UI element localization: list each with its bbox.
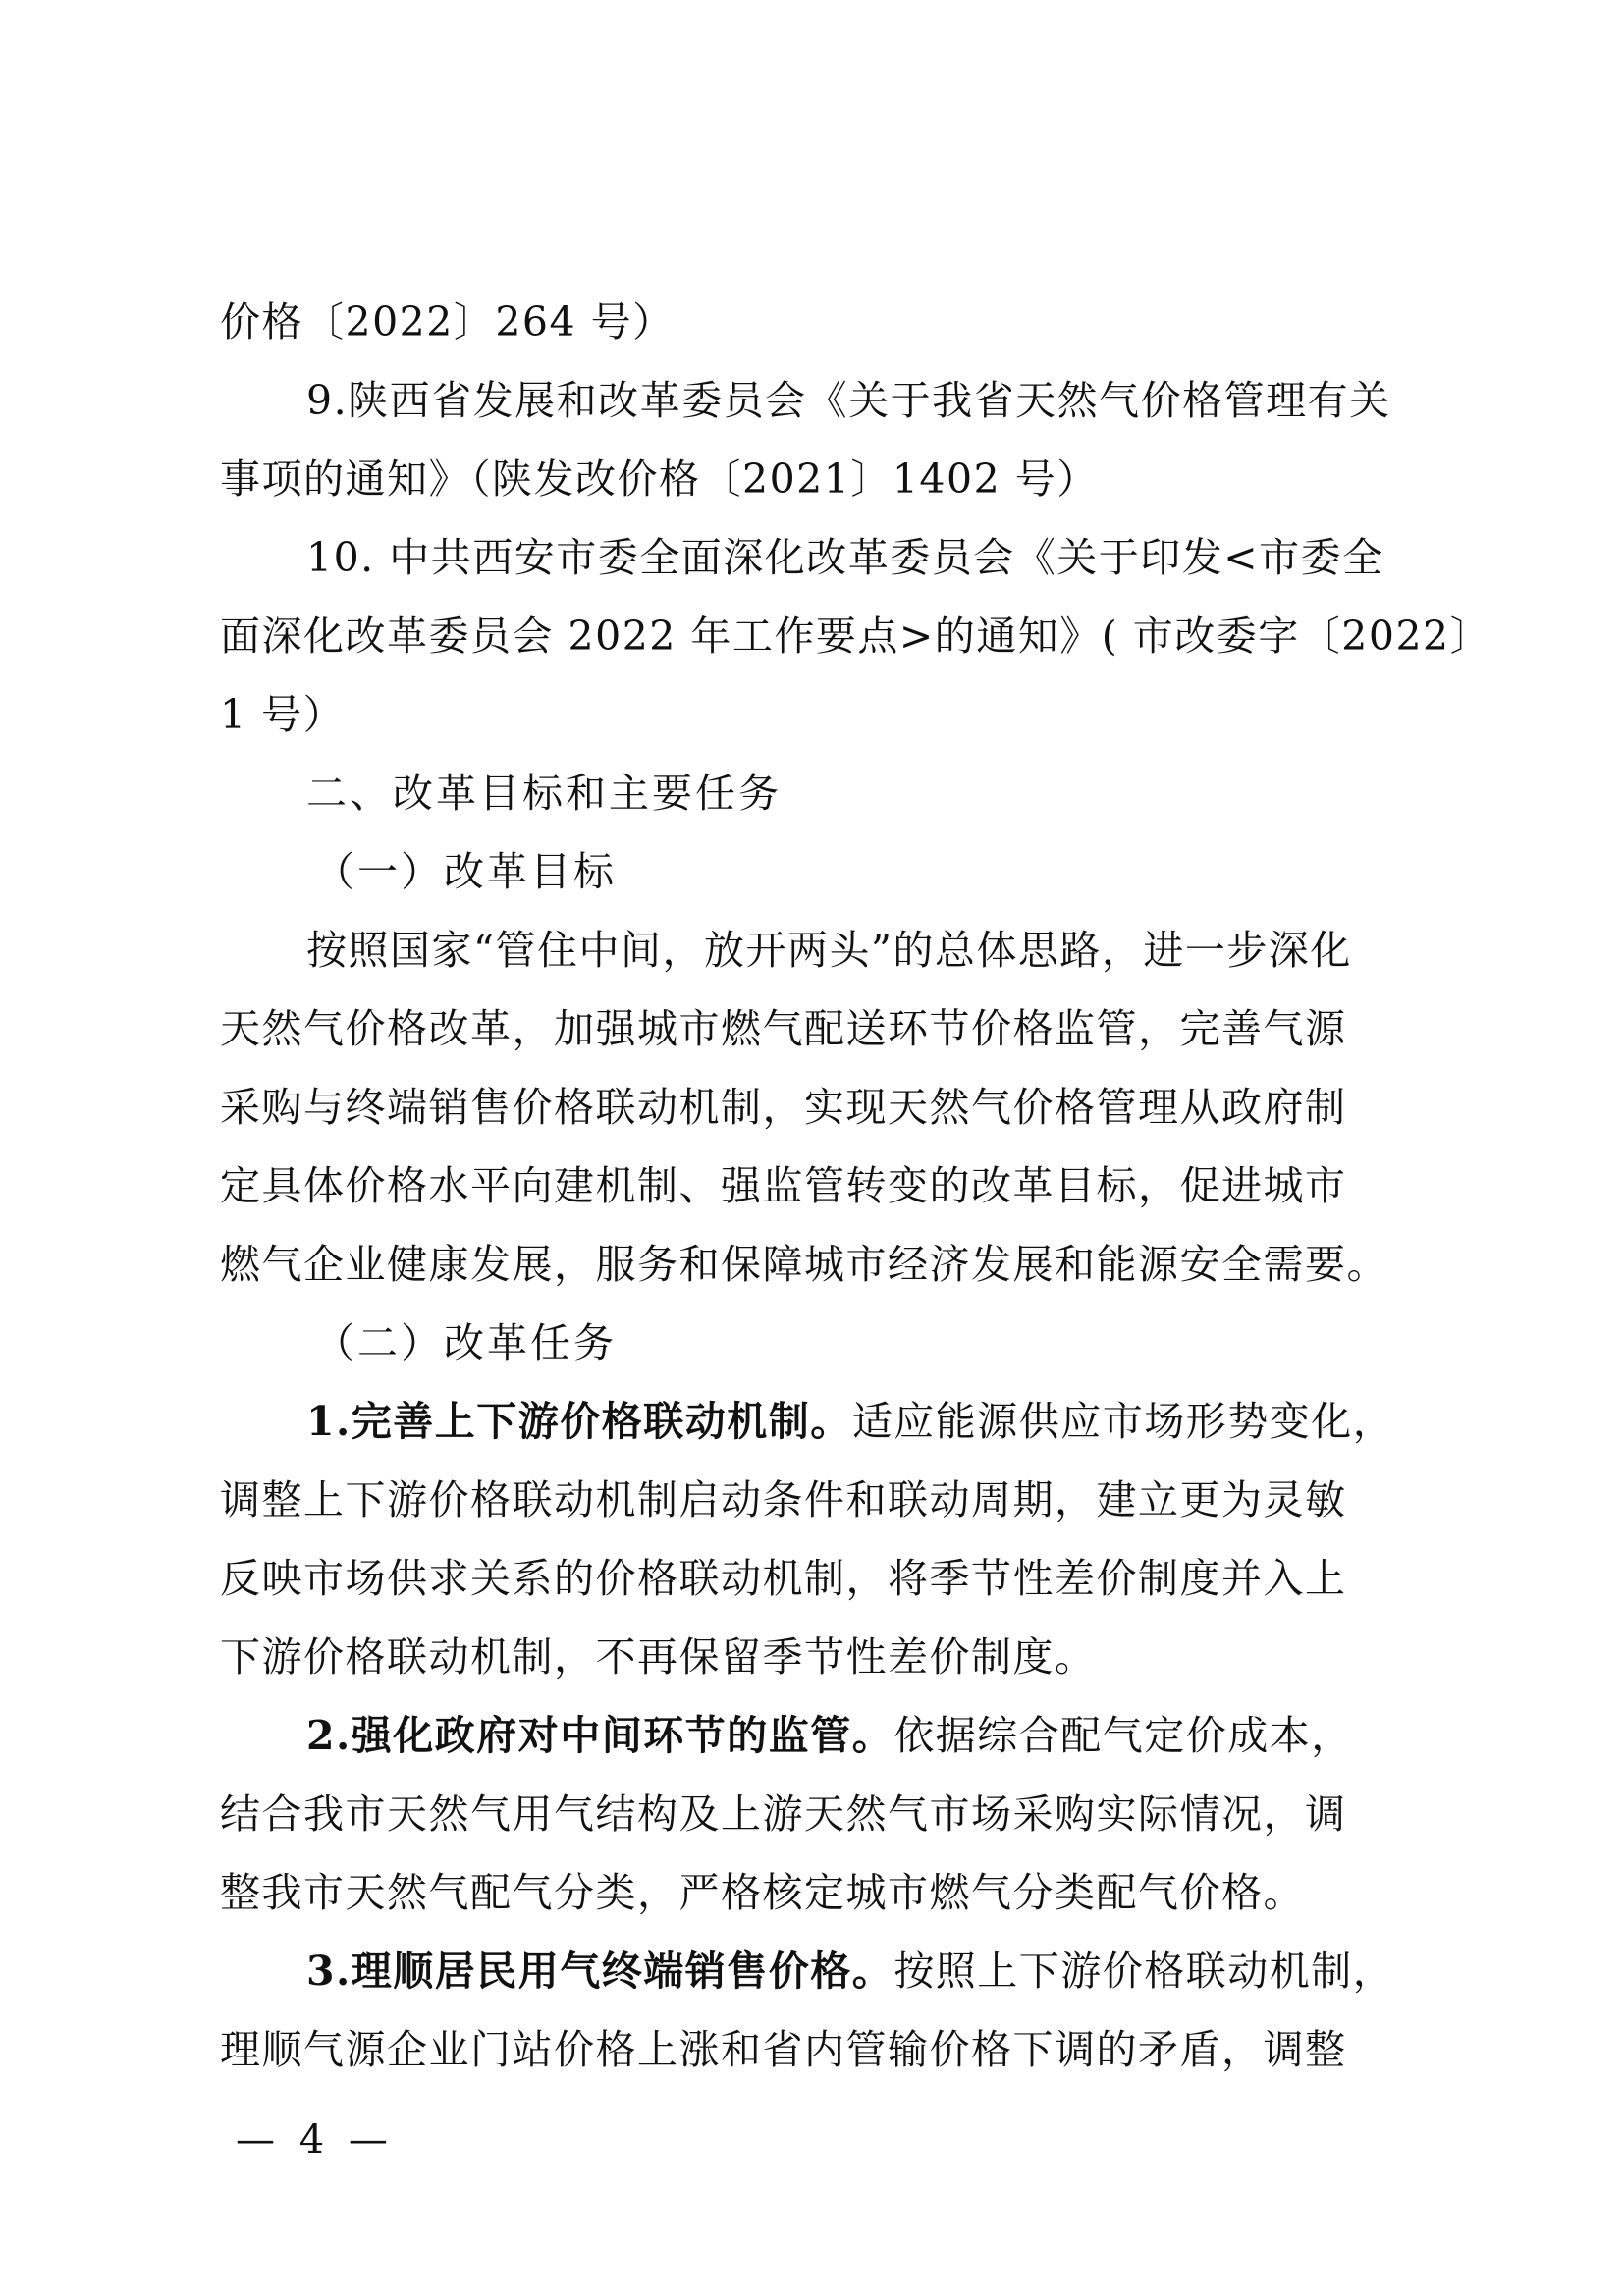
paragraph-line: 采购与终端销售价格联动机制，实现天然气价格管理从政府制 <box>220 1084 1347 1131</box>
paragraph-line: 整我市天然气配气分类，严格核定城市燃气分类配气价格。 <box>220 1869 1305 1916</box>
text-line: 事项的通知》（陕发改价格〔2021〕1402 号） <box>220 455 1099 503</box>
task-2-text: 依据综合配气定价成本， <box>893 1712 1353 1759</box>
paragraph-line: 结合我市天然气用气结构及上游天然气市场采购实际情况，调 <box>220 1790 1347 1838</box>
subsection-heading: （二）改革任务 <box>314 1319 617 1366</box>
text-line: 价格〔2022〕264 号） <box>220 298 675 346</box>
paragraph-line: 理顺气源企业门站价格上涨和省内管输价格下调的矛盾，调整 <box>220 2026 1347 2073</box>
task-1-first-line <box>220 1382 1412 1461</box>
task-2-title: 2.强化政府对中间环节的监管。 <box>306 1712 894 1759</box>
task-3-text: 按照上下游价格联动机制， <box>893 1948 1395 1995</box>
task-1-text: 适应能源供应市场形势变化， <box>851 1398 1395 1445</box>
text-line: 1 号） <box>220 691 346 738</box>
task-3-title: 3.理顺居民用气终端销售价格。 <box>306 1948 894 1995</box>
paragraph-line: 按照国家“管住中间，放开两头”的总体思路，进一步深化 <box>306 927 1352 974</box>
task-3-first-line <box>220 1932 1412 2010</box>
paragraph-line: 调整上下游价格联动机制启动条件和联动周期，建立更为灵敏 <box>220 1476 1347 1523</box>
paragraph-line: 定具体价格水平向建机制、强监管转变的改革目标，促进城市 <box>220 1162 1347 1209</box>
subsection-heading: （一）改革目标 <box>314 848 617 895</box>
paragraph-line: 反映市场供求关系的价格联动机制，将季节性差价制度并入上 <box>220 1555 1347 1602</box>
paragraph-line: 下游价格联动机制，不再保留季节性差价制度。 <box>220 1633 1097 1681</box>
paragraph-line: 燃气企业健康发展，服务和保障城市经济发展和能源安全需要。 <box>220 1241 1388 1288</box>
paragraph-line: 天然气价格改革，加强城市燃气配送环节价格监管，完善气源 <box>220 1005 1347 1052</box>
document-body <box>220 283 1492 2089</box>
reference-item-10: 10. 中共西安市委全面深化改革委员会《关于印发<市委全 <box>306 534 1384 581</box>
section-heading: 二、改革目标和主要任务 <box>306 770 782 817</box>
task-1-title: 1.完善上下游价格联动机制。 <box>306 1398 852 1445</box>
reference-item-9: 9.陕西省发展和改革委员会《关于我省天然气价格管理有关 <box>306 377 1391 424</box>
page-number: — 4 — <box>236 2117 394 2163</box>
task-2-first-line <box>220 1696 1412 1775</box>
text-line: 面深化改革委员会 2022 年工作要点>的通知》( 市改委字〔2022〕 <box>220 613 1492 660</box>
